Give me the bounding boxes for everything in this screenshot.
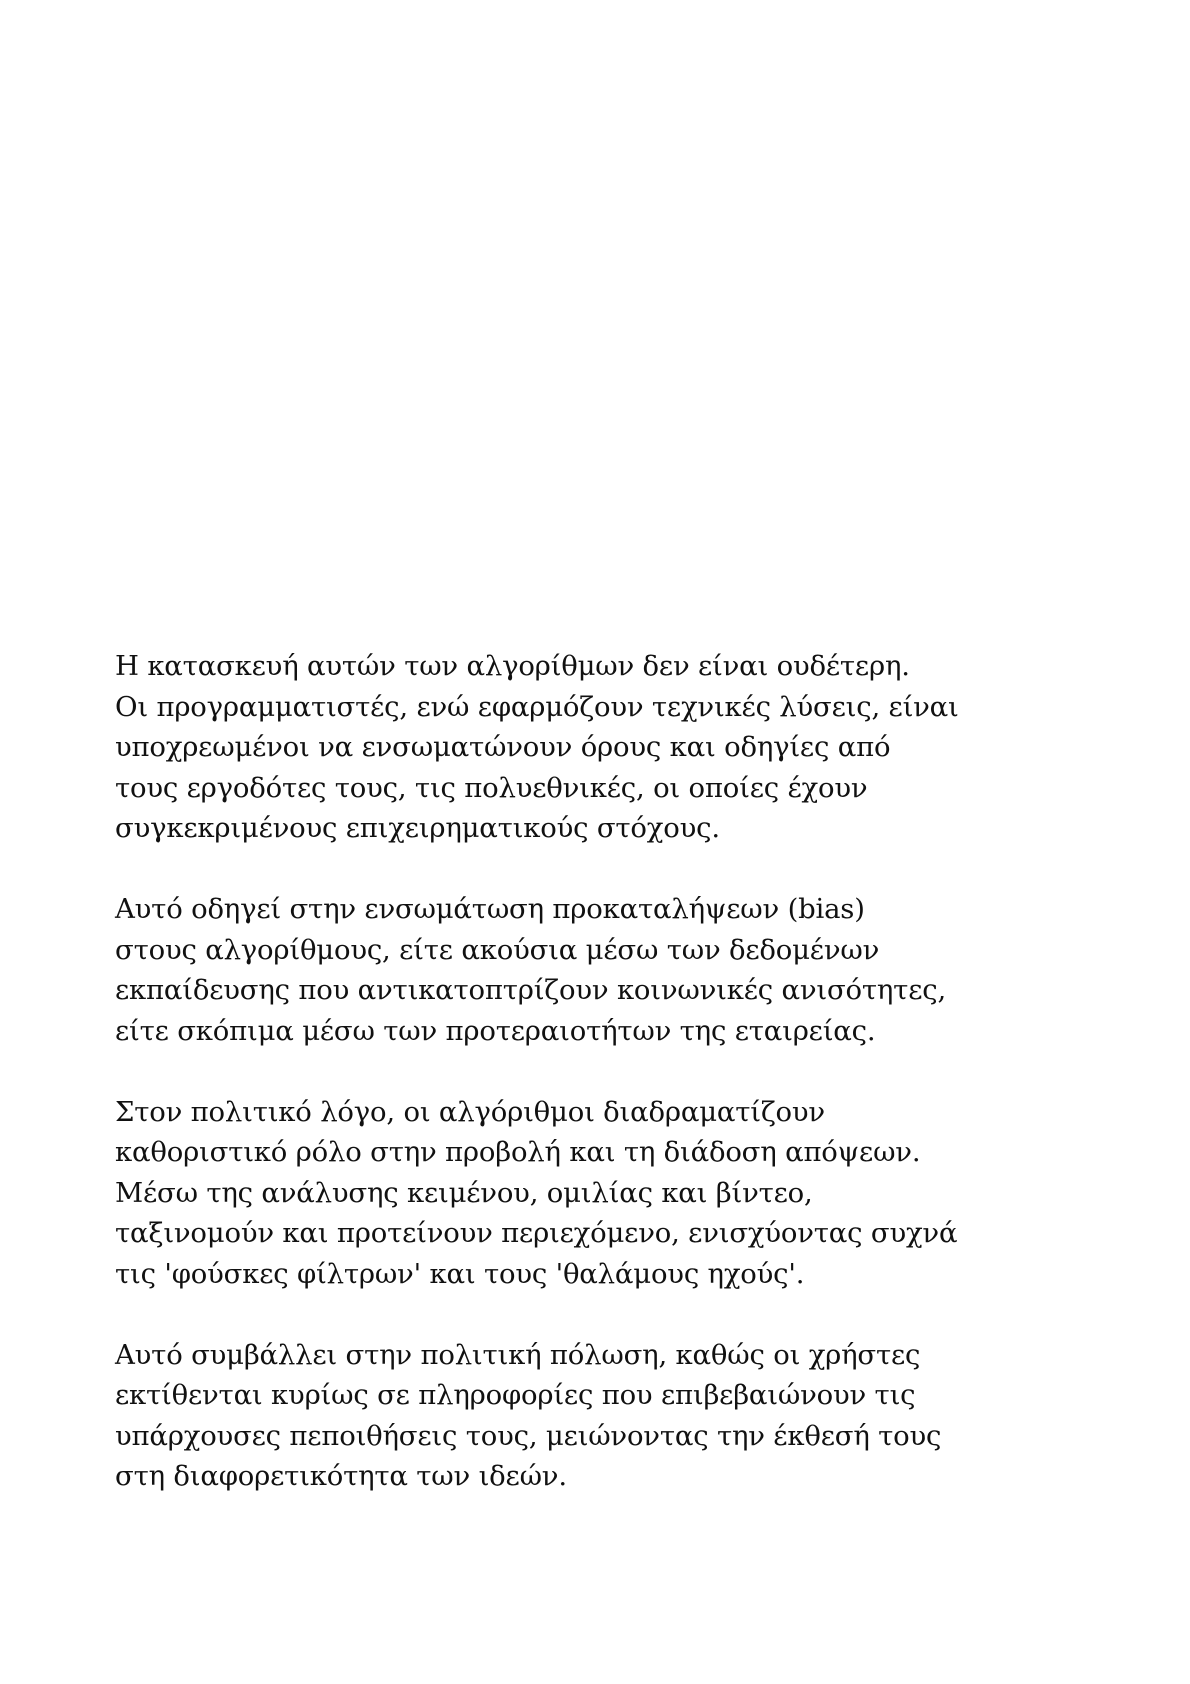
paragraph-1	[115, 646, 1075, 849]
text-line: εκπαίδευσης που αντικατοπτρίζουν κοινωνικές ανισότητες,	[115, 974, 946, 1006]
text-line: τους εργοδότες τους, τις πολυεθνικές, οι οποίες έχουν	[115, 771, 868, 804]
text-line: υπάρχουσες πεποιθήσεις τους, μειώνοντας την έκθεσή τους	[115, 1419, 942, 1452]
text-line: συγκεκριμένους επιχειρηματικούς στόχους.	[115, 812, 720, 844]
text-line: είτε σκόπιμα μέσω των προτεραιοτήτων της εταιρείας.	[115, 1014, 876, 1047]
text-line: στους αλγορίθμους, είτε ακούσια μέσω των δεδομένων	[115, 933, 880, 966]
paragraph-3	[115, 1092, 1075, 1295]
paragraph-4	[115, 1335, 1075, 1497]
text-line: Η κατασκευή αυτών των αλγορίθμων δεν είναι ουδέτερη.	[115, 650, 910, 682]
text-line: εκτίθενται κυρίως σε πληροφορίες που επιβεβαιώνουν τις	[115, 1379, 916, 1411]
text-line: υποχρεωμένοι να ενσωματώνουν όρους και οδηγίες από	[115, 731, 891, 763]
text-line: τις 'φούσκες φίλτρων' και τους 'θαλάμους ηχούς'.	[115, 1257, 805, 1290]
text-line: Αυτό συμβάλλει στην πολιτική πόλωση, καθώς οι χρήστες	[115, 1338, 921, 1371]
text-line: Οι προγραμματιστές, ενώ εφαρμόζουν τεχνικές λύσεις, είναι	[115, 690, 959, 723]
text-line: Αυτό οδηγεί στην ενσωμάτωση προκαταλήψεων (bias)	[115, 893, 865, 925]
text-line: Στον πολιτικό λόγο, οι αλγόριθμοι διαδραματίζουν	[115, 1095, 825, 1128]
paragraph-2	[115, 889, 1075, 1051]
text-line: Μέσω της ανάλυσης κειμένου, ομιλίας και βίντεο,	[115, 1176, 813, 1209]
body-text	[115, 646, 1075, 1497]
text-line: καθοριστικό ρόλο στην προβολή και τη διάδοση απόψεων.	[115, 1136, 921, 1168]
text-line: στη διαφορετικότητα των ιδεών.	[115, 1460, 567, 1492]
text-line: ταξινομούν και προτείνουν περιεχόμενο, ενισχύοντας συχνά	[115, 1217, 958, 1249]
